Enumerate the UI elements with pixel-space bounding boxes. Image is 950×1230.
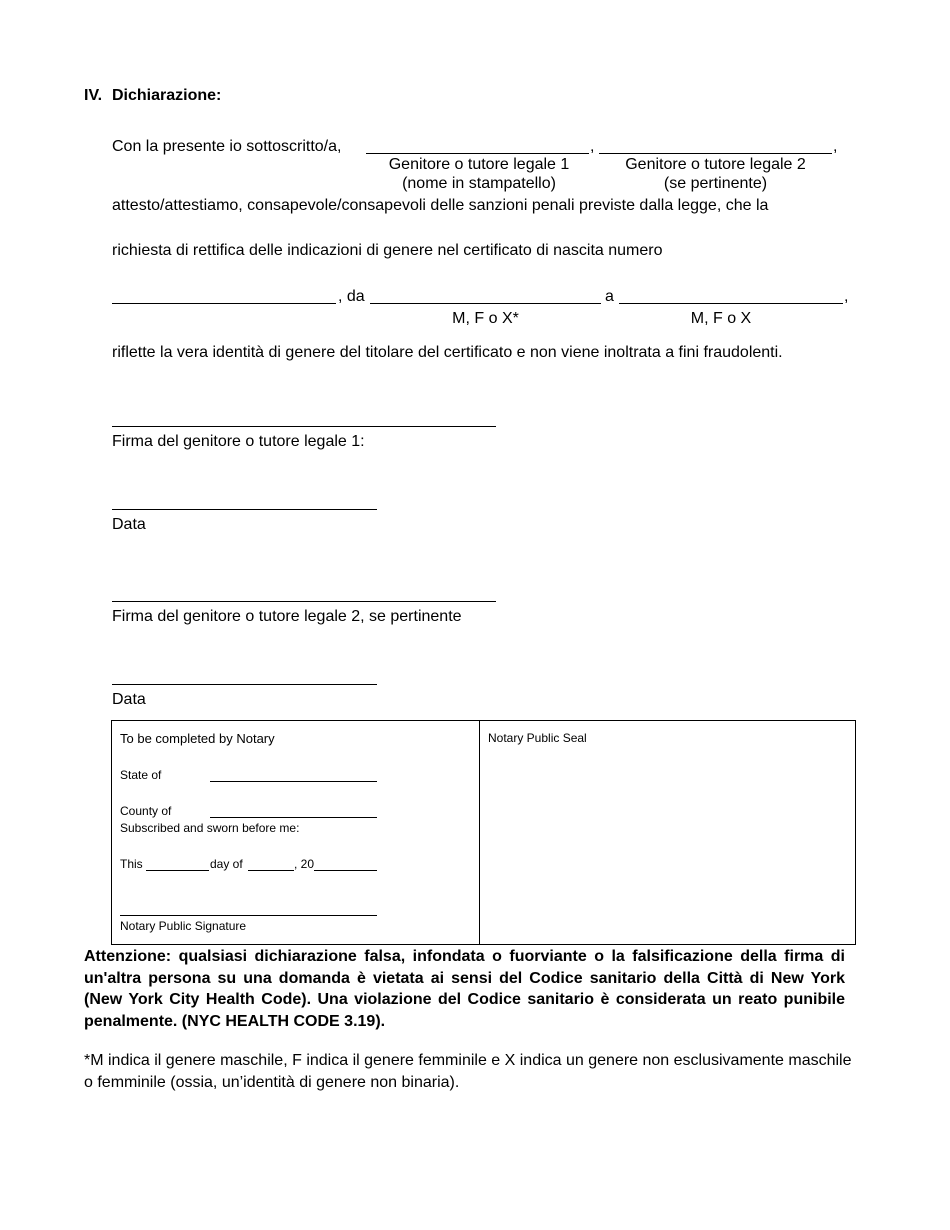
parent2-caption: Genitore o tutore legale 2 (se pertinente) xyxy=(625,156,806,192)
state-label: State of xyxy=(120,768,162,782)
subscribed-label: Subscribed and sworn before me: xyxy=(120,821,300,835)
notary-signature-label: Notary Public Signature xyxy=(120,919,247,933)
gender-footnote: *M indica il genere maschile, F indica il genere femminile e X indica un genere non esclusivamente maschile o femminile (ossia, un’identità di genere non binaria). xyxy=(84,1052,852,1091)
certificate-number-field[interactable] xyxy=(112,303,336,304)
parent2-signature-line[interactable] xyxy=(112,601,496,602)
parent2-name-field[interactable] xyxy=(599,153,832,154)
notary-header: To be completed by Notary xyxy=(120,731,275,746)
parent2-signature-label: Firma del genitore o tutore legale 2, se pertinente xyxy=(112,608,462,625)
notary-box-divider xyxy=(479,720,480,945)
gender-from-caption: M, F o X* xyxy=(452,310,519,327)
parent1-caption: Genitore o tutore legale 1 (nome in stampatello) xyxy=(388,156,570,192)
declaration-line-5: riflette la vera identità di genere del titolare del certificato e non viene inoltrata a fini fraudolenti. xyxy=(112,344,783,361)
parent1-name-field[interactable] xyxy=(366,153,589,154)
comma-separator: , xyxy=(844,288,849,305)
year-prefix-label: , 20 xyxy=(294,857,315,871)
this-label: This xyxy=(120,857,143,871)
county-label: County of xyxy=(120,804,172,818)
county-field[interactable] xyxy=(210,817,377,818)
comma-separator: , xyxy=(590,138,595,155)
gender-to-caption: M, F o X xyxy=(690,310,752,327)
section-title: Dichiarazione: xyxy=(112,87,222,104)
day-field[interactable] xyxy=(146,870,209,871)
month-field[interactable] xyxy=(248,870,294,871)
declaration-intro: Con la presente io sottoscritto/a, xyxy=(112,138,342,155)
date2-line[interactable] xyxy=(112,684,377,685)
a-label: a xyxy=(605,288,614,305)
notary-signature-line[interactable] xyxy=(120,915,377,916)
date1-line[interactable] xyxy=(112,509,377,510)
da-label: , da xyxy=(338,288,365,305)
gender-from-field[interactable] xyxy=(370,303,601,304)
date2-label: Data xyxy=(112,691,146,708)
declaration-line-3: richiesta di rettifica delle indicazioni di genere nel certificato di nascita numero xyxy=(112,242,663,259)
parent1-signature-label: Firma del genitore o tutore legale 1: xyxy=(112,433,365,450)
year-field[interactable] xyxy=(314,870,377,871)
notary-seal-label: Notary Public Seal xyxy=(488,731,587,745)
legal-warning: Attenzione: qualsiasi dichiarazione falsa, infondata o fuorviante o la falsificazione della firma di un'altra persona su una domanda è vietata ai sensi del Codice sanitario della Città di New York (New York City Health Code). Una violazione del Codice sanitario è considerata un reato punibile penalmente. (NYC HEALTH CODE 3.19). xyxy=(84,948,845,1030)
section-number: IV. xyxy=(84,87,103,104)
date1-label: Data xyxy=(112,516,146,533)
gender-to-field[interactable] xyxy=(619,303,843,304)
parent1-signature-line[interactable] xyxy=(112,426,496,427)
comma-separator: , xyxy=(833,138,838,155)
declaration-line-2: attesto/attestiamo, consapevole/consapevoli delle sanzioni penali previste dalla legge, che la xyxy=(112,197,769,214)
day-of-label: day of xyxy=(210,857,243,871)
state-field[interactable] xyxy=(210,781,377,782)
